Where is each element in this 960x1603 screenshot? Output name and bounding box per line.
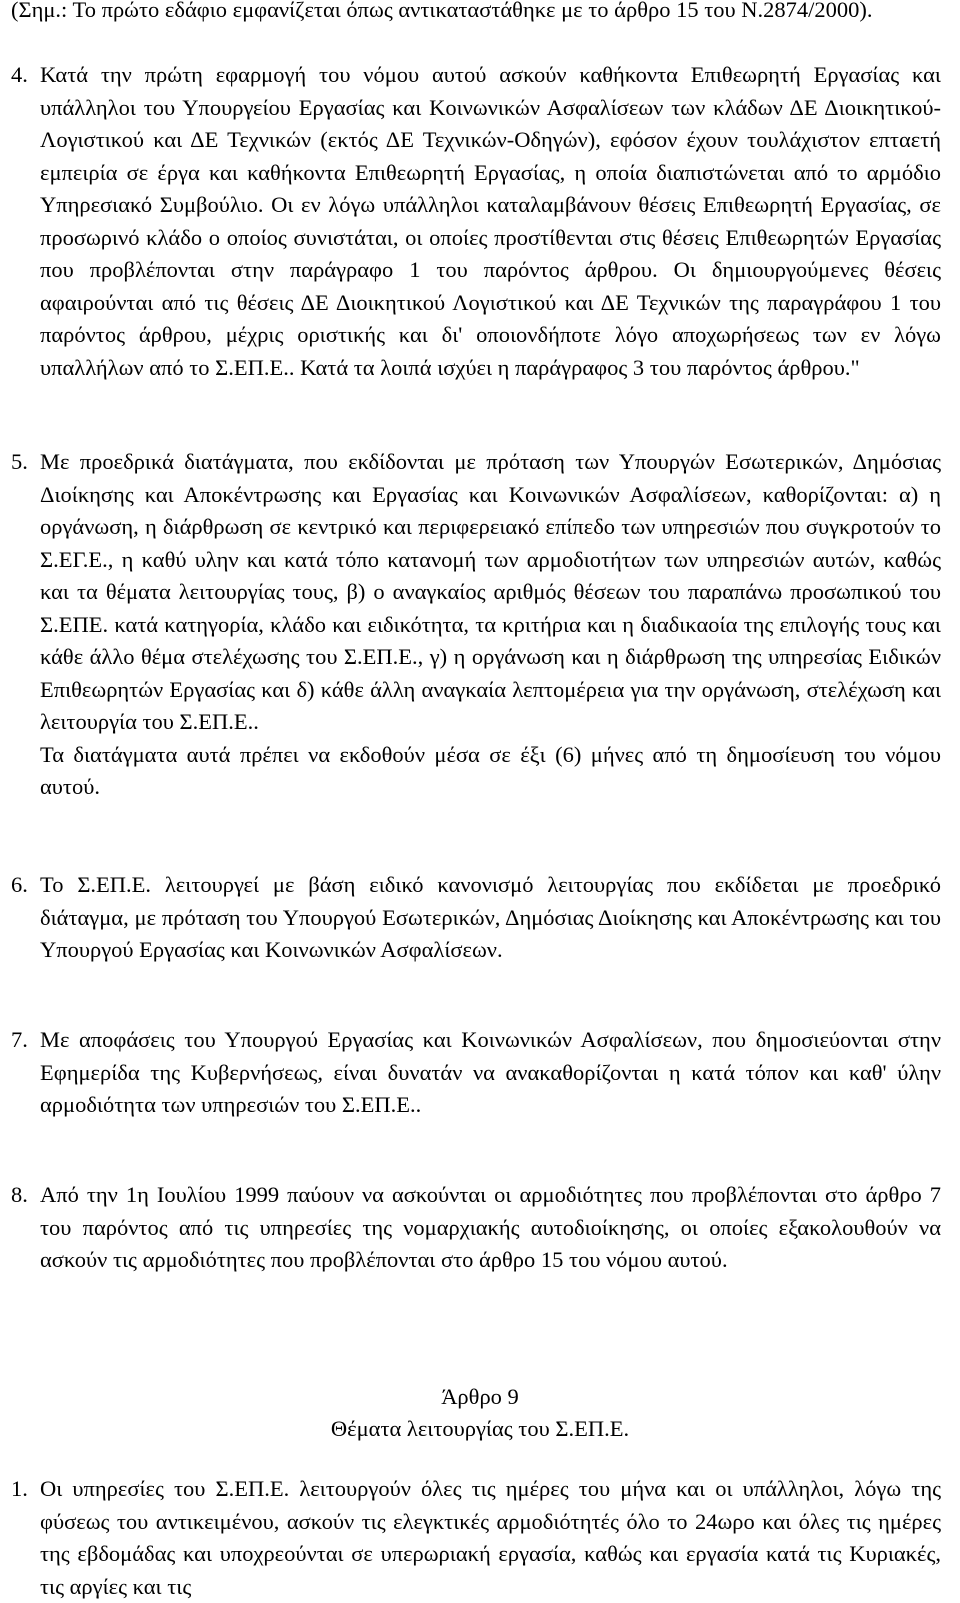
paragraph-body [40,1179,941,1277]
paragraph-text: Το Σ.ΕΠ.Ε. λειτουργεί με βάση ειδικό κανονισμό λειτουργίας που εκδίδεται με προεδρικό διάταγμα, με πρόταση του Υπουργού Εσωτερικών, Δημόσιας Διοίκησης και Αποκέντρωσης και του Υπουργού Εργασίας και Κοινωνικών Ασφαλίσεων. [40,872,941,962]
paragraph-4 [11,59,941,384]
paragraph-number: 1. [11,1476,28,1501]
paragraph-7 [11,1024,941,1122]
article-paragraph-1 [11,1473,941,1603]
paragraph-number: 8. [11,1182,28,1207]
article-title: Θέματα λειτουργίας του Σ.ΕΠ.Ε. [330,1416,630,1441]
paragraph-number: 7. [11,1027,28,1052]
paragraph-number: 4. [11,62,28,87]
paragraph-6 [11,869,941,967]
paragraph-number: 5. [11,449,28,474]
paragraph-text: Από την 1η Ιουλίου 1999 παύουν να ασκούνται οι αρμοδιότητες που προβλέπονται στο άρθρο 7 του παρόντος από τις υπηρεσίες της νομαρχιακής αυτοδιοίκησης, οι οποίες εξακολουθούν να ασκούν τις αρμοδιότητες που προβλέπονται στο άρθρο 15 του νόμου αυτού. [40,1182,941,1272]
paragraph-body [40,59,941,384]
paragraph-body [40,1024,941,1122]
paragraph-body [40,446,941,804]
paragraph-text: Με αποφάσεις του Υπουργού Εργασίας και Κοινωνικών Ασφαλίσεων, που δημοσιεύονται στην Εφημερίδα της Κυβερνήσεως, είναι δυνατάν να ανακαθορίζονται η κατά τόπον και καθ' ύλην αρμοδιότητα των υπηρεσιών του Σ.ΕΠ.Ε.. [40,1027,941,1117]
paragraph-number: 6. [11,872,28,897]
paragraph-text: Τα διατάγματα αυτά πρέπει να εκδοθούν μέσα σε έξι (6) μήνες από τη δημοσίευση του νόμου αυτού. [40,741,941,799]
paragraph-body [40,869,941,967]
paragraph-body [40,1473,941,1603]
paragraph-text: Με προεδρικά διατάγματα, που εκδίδονται με πρόταση των Υπουργών Εσωτερικών, Δημόσιας Διοίκησης και Αποκέντρωσης και Εργασίας και Κοινωνικών Ασφαλίσεων, καθορίζονται: α) η οργάνωση, η διάρθρωση σε κεντρικό και περιφερειακό επίπεδο των υπηρεσιών που συγκροτούν το Σ.ΕΓ.Ε., η καθύ υλην και κατά τόπο κατανομή των αρμοδιοτήτων των υπηρεσιών αυτών, καθώς και τα θέματα λειτουργίας τους, β) ο αναγκαίος αριθμός θέσεων του παραπάνω προσωπικού του Σ.ΕΠΕ. κατά κατηγορία, κλάδο και ειδικότητα, τα κριτήρια και η διαδικαοία της επιλογής τους και κάθε άλλο θέμα στελέχωσης του Σ.ΕΠ.Ε., γ) η οργάνωση και η διάρθρωση της υπηρεσίας Ειδικών Επιθεωρητών Εργασίας και δ) κάθε άλλη αναγκαία λεπτομέρεια για την οργάνωση, στελέχωση και λειτουργία του Σ.ΕΠ.Ε.. [40,449,941,734]
paragraph-text: Κατά την πρώτη εφαρμογή του νόμου αυτού ασκούν καθήκοντα Επιθεωρητή Εργασίας και υπάλληλοι του Υπουργείου Εργασίας και Κοινωνικών Ασφαλίσεων των κλάδων ΔΕ Διοικητικού-Λογιστικού και ΔΕ Τεχνικών (εκτός ΔΕ Τεχνικών-Οδηγών), εφόσον έχουν τουλάχιστον επταετή εμπειρία σε έργα και καθήκοντα Επιθεωρητή Εργασίας, η οποία διαπιστώνεται από το αρμόδιο Υπηρεσιακό Συμβούλιο. Οι εν λόγω υπάλληλοι καταλαμβάνουν θέσεις Επιθεωρητή Εργασίας, σε προσωρινό κλάδο ο οποίος συνιστάται, οι οποίες προστίθενται στις θέσεις Επιθεωρητών Εργασίας που προβλέπονται στην παράγραφο 1 του παρόντος άρθρου. Οι δημιουργούμενες θέσεις αφαιρούνται από τις θέσεις ΔΕ Διοικητικού Λογιστικού και ΔΕ Τεχνικών της παραγράφου 1 του παρόντος άρθρου, μέχρις οριστικής και δι' οποιονδήποτε λόγο αποχωρήσεως των εν λόγω υπαλλήλων από το Σ.ΕΠ.Ε.. Κατά τα λοιπά ισχύει η παράγραφος 3 του παρόντος άρθρου." [40,62,941,380]
paragraph-5 [11,446,941,804]
paragraph-8 [11,1179,941,1277]
paragraph-text: Οι υπηρεσίες του Σ.ΕΠ.Ε. λειτουργούν όλες τις ημέρες του μήνα και οι υπάλληλοι, λόγω της φύσεως του αντικειμένου, ασκούν τις ελεγκτικές αρμοδιότητές όλο το 24ωρο και όλες τις ημέρες της εβδομάδας και υποχρεούνται σε υπερωριακή εργασία, καθώς και εργασία κατά τις Κυριακές, τις αργίες και τις [40,1476,941,1599]
article-number: Άρθρο 9 [441,1384,519,1409]
amendment-note: (Σημ.: Το πρώτο εδάφιο εμφανίζεται όπως αντικαταστάθηκε με το άρθρο 15 του Ν.2874/2000). [11,0,873,22]
